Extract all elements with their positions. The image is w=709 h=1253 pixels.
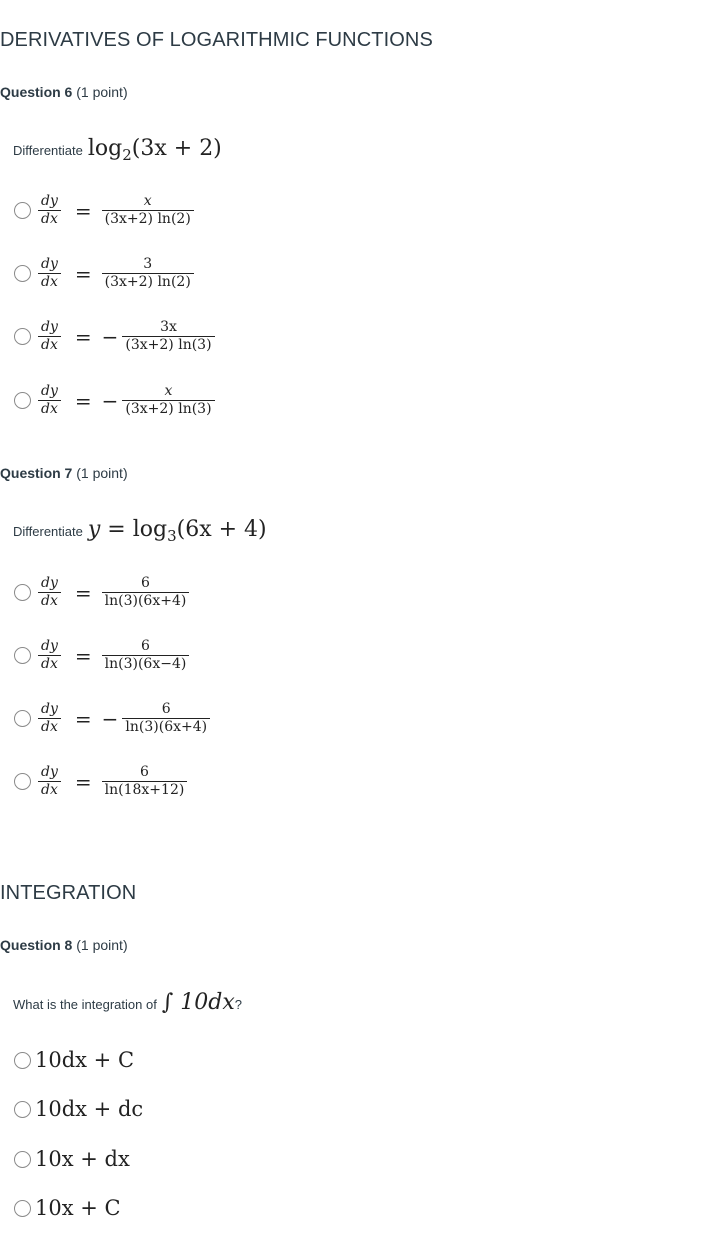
q6-option-2-radio[interactable] (14, 265, 31, 282)
question-7-prompt (13, 517, 267, 545)
section-title-derivatives: DERIVATIVES OF LOGARITHMIC FUNCTIONS (0, 29, 433, 51)
q6-option-4-radio[interactable] (14, 392, 31, 409)
question-6-expression (88, 136, 222, 164)
q8-option-3-radio[interactable] (14, 1151, 31, 1168)
minus-sign: − (101, 324, 119, 349)
q7-option-2[interactable] (14, 638, 189, 673)
q8-option-2[interactable] (14, 1097, 143, 1121)
dy-dx: $\frac{dy}{dx}$ (38, 764, 61, 799)
q6-option-4-fraction: $\frac{x}{(3x+2) \ln(3)}$ (122, 383, 214, 418)
question-8-label: Question 8 (0, 937, 73, 953)
question-8-prompt-text: What is the integration of (13, 997, 157, 1012)
q7-expr-base: log (132, 517, 168, 542)
q6-option-3-fraction: $\frac{3x}{(3x+2) \ln(3)}$ (122, 319, 214, 354)
dy-dx: $\frac{dy}{dx}$ (38, 383, 61, 418)
dy-dx: $\frac{dy}{dx}$ (38, 256, 61, 291)
equals-sign: = (74, 580, 92, 605)
q6-option-1-radio[interactable] (14, 202, 31, 219)
question-7-prompt-text: Differentiate (13, 524, 83, 539)
q8-option-1[interactable] (14, 1048, 134, 1072)
q8-option-1-radio[interactable] (14, 1052, 31, 1069)
question-7-header (0, 465, 128, 481)
q8-option-4[interactable] (14, 1196, 121, 1220)
q7-option-3[interactable] (14, 701, 210, 736)
dy-dx: $\frac{dy}{dx}$ (38, 193, 61, 228)
dy-dx: $\frac{dy}{dx}$ (38, 701, 61, 736)
q8-option-4-text: 10x + C (35, 1196, 121, 1220)
q7-option-3-fraction: $\frac{6}{\ln(3)(6x+4)}$ (122, 701, 210, 736)
q6-option-3-radio[interactable] (14, 328, 31, 345)
question-6-prompt (13, 136, 222, 164)
question-6-header (0, 84, 128, 100)
q8-option-3[interactable] (14, 1147, 130, 1171)
q8-option-3-text: 10x + dx (35, 1147, 130, 1171)
dy-dx: $\frac{dy}{dx}$ (38, 575, 61, 610)
q6-option-2[interactable] (14, 256, 194, 291)
question-8-qmark: ? (234, 997, 242, 1012)
question-8-header (0, 937, 128, 953)
dy-dx: $\frac{dy}{dx}$ (38, 319, 61, 354)
equals-sign: = (74, 643, 92, 668)
q7-expr-arg: (6x + 4) (176, 517, 267, 542)
question-7-expression (88, 517, 267, 545)
q6-option-4[interactable] (14, 383, 215, 418)
equals-sign: = (74, 198, 92, 223)
equals-sign: = (74, 706, 92, 731)
minus-sign: − (101, 388, 119, 413)
q8-option-2-text: 10dx + dc (35, 1097, 144, 1121)
q7-option-2-radio[interactable] (14, 647, 31, 664)
question-6-prompt-text: Differentiate (13, 143, 83, 158)
q7-option-4-radio[interactable] (14, 773, 31, 790)
q7-option-4[interactable] (14, 764, 187, 799)
question-8-prompt (13, 990, 242, 1015)
q7-option-1[interactable] (14, 575, 189, 610)
q8-option-1-text: 10dx + C (35, 1048, 135, 1072)
equals-sign: = (74, 769, 92, 794)
q8-option-2-radio[interactable] (14, 1101, 31, 1118)
q6-expr-sub: 2 (122, 146, 132, 164)
q6-option-1[interactable] (14, 193, 194, 228)
q6-expr-base: log (87, 136, 123, 161)
equals-sign: = (74, 324, 92, 349)
q7-expr-sub: 3 (167, 527, 177, 545)
question-6-label: Question 6 (0, 84, 73, 100)
q6-expr-arg: (3x + 2) (131, 136, 222, 161)
section-title-integration: INTEGRATION (0, 882, 137, 904)
q7-option-1-radio[interactable] (14, 584, 31, 601)
q7-option-4-fraction: $\frac{6}{\ln(18x+12)}$ (102, 764, 188, 799)
question-8-integral: ∫ 10dx (161, 990, 235, 1015)
equals-sign: = (74, 388, 92, 413)
q6-option-2-fraction: $\frac{3}{(3x+2) \ln(2)}$ (102, 256, 194, 291)
minus-sign: − (101, 706, 119, 731)
q6-option-1-fraction: $\frac{x}{(3x+2) \ln(2)}$ (102, 193, 194, 228)
q8-option-4-radio[interactable] (14, 1200, 31, 1217)
q7-option-2-fraction: $\frac{6}{\ln(3)(6x-4)}$ (102, 638, 190, 673)
question-7-points: (1 point) (76, 465, 128, 481)
q7-option-1-fraction: $\frac{6}{\ln(3)(6x+4)}$ (102, 575, 190, 610)
dy-dx: $\frac{dy}{dx}$ (38, 638, 61, 673)
equals-sign: = (74, 261, 92, 286)
question-8-points: (1 point) (76, 937, 128, 953)
question-7-label: Question 7 (0, 465, 73, 481)
question-6-points: (1 point) (76, 84, 128, 100)
q6-option-3[interactable] (14, 319, 215, 354)
q7-expr-lhs: y = (87, 517, 133, 542)
q7-option-3-radio[interactable] (14, 710, 31, 727)
